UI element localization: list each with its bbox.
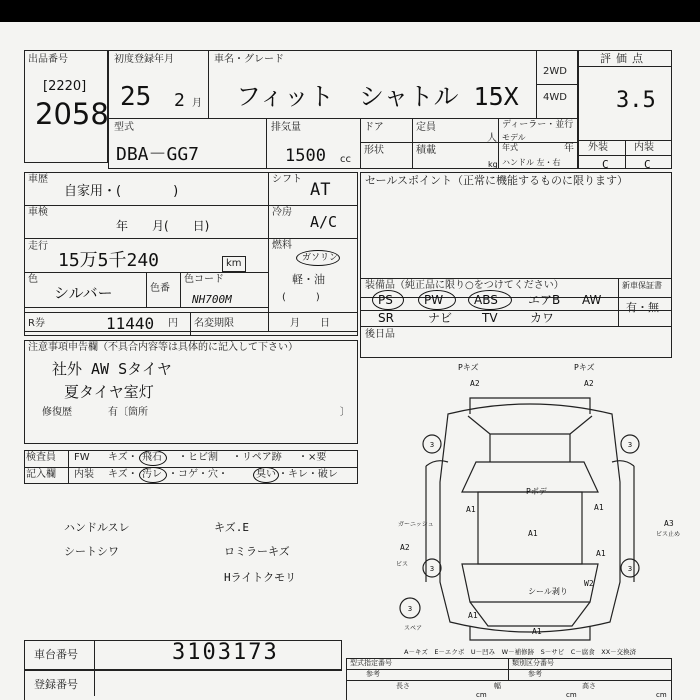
shift-value: AT: [310, 180, 331, 200]
mark-a1-left: A1: [466, 505, 476, 514]
lot-no-label: 出品番号: [28, 54, 68, 65]
svg-text:3: 3: [407, 605, 413, 613]
first-reg-label: 初度登録年月: [114, 54, 174, 65]
fuel-gasoline: ガソリン: [302, 253, 339, 263]
mark-a2-left: A2: [470, 379, 480, 388]
insp-need: ・×要: [298, 452, 327, 463]
bottom-spec-table: [346, 658, 672, 700]
notes-line1: 社外 AW Sタイヤ: [52, 360, 172, 378]
damage-legend: A－キズ E－エクボ U－凹み W－補修跡 S－サビ C－腐食 XX－交換済: [404, 648, 637, 656]
mark-spare: スペア: [404, 625, 423, 632]
auction-sheet: [0, 22, 700, 700]
fuel-label: 燃料: [272, 240, 292, 251]
color-paren: ( ): [282, 292, 320, 303]
car-name-label: 車名・グレード: [214, 54, 284, 65]
lot-number: 2058: [35, 97, 109, 131]
equip-airbag: エアB: [528, 293, 561, 307]
equipment-label: 装備品（純正品に限り○をつけてください）: [365, 280, 564, 291]
history-value: 自家用・( ): [64, 184, 179, 199]
insp-tobiishi: 飛石: [142, 452, 162, 463]
displacement-label: 排気量: [271, 122, 301, 133]
inspection-value: 年 月( 日): [116, 219, 210, 233]
name-change-label: 名変期限: [194, 318, 234, 329]
insp-repair: ・リペア跡: [232, 452, 282, 463]
repair-label: 修復歴: [42, 407, 72, 418]
chassis-value: 3103173: [172, 640, 279, 665]
remark-kizu: キズ.E: [214, 521, 250, 534]
ref2-label: 参考: [528, 670, 542, 678]
name-change-value: 月 日: [290, 318, 330, 329]
after-doc-label: 後日品: [365, 329, 395, 340]
mark-sill: シール剥り: [528, 587, 568, 596]
mark-bizusue: ビス止め: [656, 531, 681, 538]
door-label: ドア: [364, 122, 384, 133]
length-label: 長さ: [396, 682, 410, 690]
year-suffix: 年: [564, 143, 574, 154]
eval-score: 3.5: [616, 88, 656, 113]
repair-text: 有〔箇所: [108, 407, 148, 418]
insp-kizu: キズ・: [108, 452, 138, 463]
rec-smell: 臭い: [256, 469, 276, 480]
interior-label: 内装: [634, 142, 654, 153]
rec-cut: ・キレ・破レ: [278, 469, 338, 480]
remark-seat: シートシワ: [64, 545, 119, 558]
recycle-unit: 円: [168, 318, 178, 329]
mark-a1-bottom: A1: [532, 627, 542, 636]
dealer-label: ディーラー・並行: [502, 120, 574, 130]
mark-pkizu-right: Pキズ: [574, 363, 595, 372]
drive-4wd: 4WD: [543, 92, 567, 103]
reg-year: 25: [120, 82, 152, 112]
color-no-label: 色番: [150, 283, 170, 294]
mileage-value: 15万5千240: [58, 250, 160, 271]
load-label: 積載: [416, 145, 436, 156]
insp-fw: FW: [74, 452, 90, 463]
rec-dirt: 汚レ: [142, 469, 162, 480]
eval-label: 評価点: [600, 52, 648, 65]
mark-a1-center: A1: [528, 529, 538, 538]
remark-hlight: Hライトクモリ: [224, 571, 297, 584]
exterior-grade: C: [602, 158, 609, 171]
inspection-label: 車検: [28, 207, 48, 218]
repair-close: 〕: [340, 407, 350, 418]
notes-line2: 夏タイヤ室灯: [64, 383, 154, 401]
remark-handle: ハンドルスレ: [64, 521, 130, 534]
history-label: 車歴: [28, 174, 48, 185]
color-value: シルバー: [54, 284, 113, 302]
registration-label: 登録番号: [34, 678, 78, 691]
mark-a1-rear-right: A1: [596, 549, 606, 558]
month-unit: 月: [192, 98, 202, 109]
mark-pkizu-left: Pキズ: [458, 363, 479, 372]
equip-tv: TV: [482, 311, 498, 325]
displacement-value: 1500: [285, 146, 326, 166]
equip-pw: PW: [424, 293, 444, 307]
rec-kizu: キズ・: [108, 469, 138, 480]
recycle-label: R券: [28, 318, 45, 329]
mileage-label: 走行: [28, 241, 48, 252]
lot-bracket: [2220]: [43, 79, 87, 94]
remark-mirror: ロミラーキズ: [224, 545, 290, 558]
aircon-label: 冷房: [272, 207, 292, 218]
equip-sr: SR: [378, 311, 394, 325]
svg-text:3: 3: [627, 565, 633, 573]
width-label: 幅: [494, 682, 501, 690]
shape-label: 形状: [364, 145, 384, 156]
model-label: 型式: [114, 122, 134, 133]
equip-navi: ナビ: [428, 311, 453, 325]
mileage-unit: km: [226, 258, 242, 269]
notes-label: 注意事項申告欄（不具合内容等は具体的に記入して下さい）: [28, 342, 298, 353]
car-name: フィット シャトル 15X: [236, 82, 519, 111]
rec-burn: ・コゲ・穴・: [168, 469, 228, 480]
exterior-label: 外装: [588, 142, 608, 153]
mark-a2-sill: A2: [400, 543, 410, 552]
handle-label: ハンドル 左・右: [502, 158, 561, 167]
capacity-label: 定員: [416, 122, 436, 133]
warranty-label: 新車保証書: [622, 281, 662, 290]
mark-a1-bottom-left: A1: [468, 611, 478, 620]
color-label: 色: [28, 274, 38, 285]
interior-grade: C: [644, 158, 651, 171]
fuel-light-oil: 軽・油: [292, 273, 325, 286]
svg-text:3: 3: [429, 565, 435, 573]
svg-text:3: 3: [627, 441, 633, 449]
equip-ps: PS: [378, 293, 393, 307]
reg-month: 2: [174, 90, 185, 111]
person-suffix: 人: [487, 133, 497, 144]
equip-leather: カワ: [530, 311, 555, 325]
svg-text:3: 3: [429, 441, 435, 449]
equip-abs: ABS: [474, 293, 498, 307]
rec-interior: 内装: [74, 469, 94, 480]
mark-garnish: ガーニッシュ: [398, 521, 434, 528]
shift-label: シフト: [272, 174, 302, 185]
mark-bizu: ビス: [396, 561, 409, 568]
category-no-label: 類別区分番号: [512, 659, 554, 667]
inspector-label: 検査員: [26, 452, 56, 463]
mark-a2-right: A2: [584, 379, 594, 388]
model-year-label: モデル: [502, 133, 526, 142]
chassis-label: 車台番号: [34, 648, 78, 661]
mark-a3: A3: [664, 519, 674, 528]
cm-unit-3: cm: [656, 691, 667, 699]
warranty-value: 有・無: [626, 301, 659, 314]
kg-unit: kg: [488, 160, 498, 169]
cm-unit-1: cm: [476, 691, 487, 699]
mark-w2: W2: [584, 579, 594, 588]
insp-hibi: ・ヒビ割: [178, 452, 218, 463]
drive-2wd: 2WD: [543, 66, 567, 77]
color-code-label: 色コード: [184, 274, 224, 285]
ref1-label: 参考: [366, 670, 380, 678]
mark-pbody: Pボデ: [526, 487, 547, 496]
recorder-label: 記入欄: [26, 469, 56, 480]
aircon-value: A/C: [310, 213, 338, 231]
cm-unit-2: cm: [566, 691, 577, 699]
color-code: NH700M: [192, 293, 232, 306]
height-label: 高さ: [582, 682, 596, 690]
year-label: 年式: [502, 143, 518, 152]
sales-point-label: セールスポイント（正常に機能するものに限ります）: [365, 174, 629, 187]
cc-unit: cc: [340, 154, 351, 165]
equip-aw: AW: [582, 293, 602, 307]
model-code: DBA－GG7: [116, 144, 200, 165]
type-no-label: 型式指定番号: [350, 659, 392, 667]
mark-a1-right: A1: [594, 503, 604, 512]
recycle-value: 11440: [106, 314, 155, 333]
